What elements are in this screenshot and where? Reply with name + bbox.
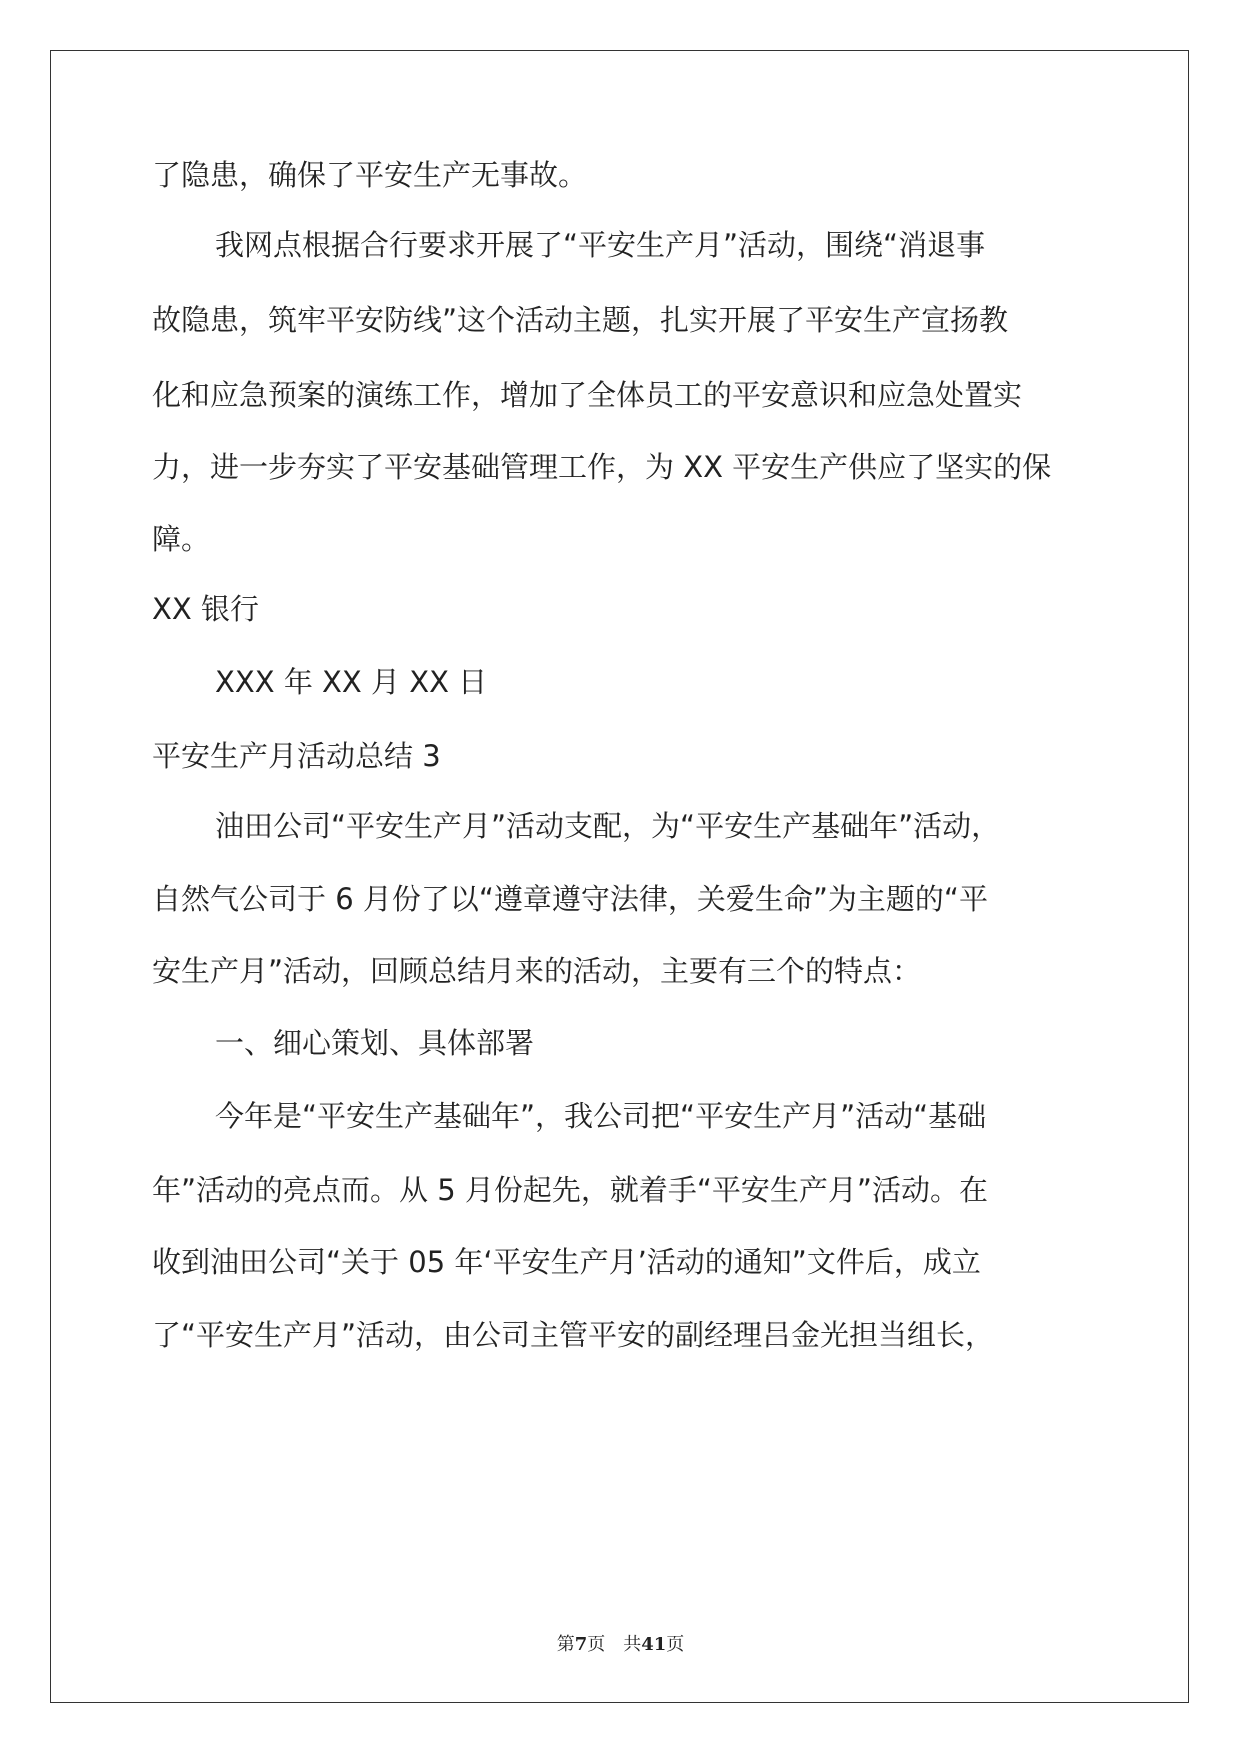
footer-page-suffix: 页 xyxy=(587,1634,606,1655)
page-footer xyxy=(0,1630,1241,1656)
subheading: 一、细心策划、具体部署 xyxy=(215,1026,535,1060)
page-frame xyxy=(50,50,1189,1703)
body-line: 化和应急预案的演练工作，增加了全体员工的平安意识和应急处置实 xyxy=(152,378,1023,412)
body-line: 故隐患，筑牢平安防线”这个活动主题，扎实开展了平安生产宣扬教 xyxy=(152,303,1009,337)
body-line: 今年是“平安生产基础年”，我公司把“平安生产月”活动“基础 xyxy=(215,1099,987,1133)
body-line: 了“平安生产月”活动，由公司主管平安的副经理吕金光担当组长， xyxy=(152,1318,995,1352)
body-line: 油田公司“平安生产月”活动支配，为“平安生产基础年”活动， xyxy=(215,809,1001,843)
footer-page-prefix: 第 xyxy=(556,1634,575,1655)
body-line: 力，进一步夯实了平安基础管理工作，为 XX 平安生产供应了坚实的保 xyxy=(152,450,1052,484)
body-line: 障。 xyxy=(152,522,211,556)
body-line: 我网点根据合行要求开展了“平安生产月”活动，围绕“消退事 xyxy=(215,228,986,262)
body-line: 安生产月”活动，回顾总结月来的活动，主要有三个的特点： xyxy=(152,954,922,988)
body-line: 收到油田公司“关于 05 年‘平安生产月’活动的通知”文件后，成立 xyxy=(152,1245,981,1279)
footer-page-number: 7 xyxy=(574,1634,588,1655)
body-line: 了隐患，确保了平安生产无事故。 xyxy=(152,158,588,192)
section-title: 平安生产月活动总结 3 xyxy=(152,739,441,773)
footer-total-prefix: 共 xyxy=(623,1634,642,1655)
signature-org: XX 银行 xyxy=(152,592,259,626)
footer-total-number: 41 xyxy=(641,1634,667,1655)
footer-total-suffix: 页 xyxy=(666,1634,685,1655)
body-line: 自然气公司于 6 月份了以“遵章遵守法律，关爱生命”为主题的“平 xyxy=(152,882,988,916)
body-line: 年”活动的亮点而。从 5 月份起先，就着手“平安生产月”活动。在 xyxy=(152,1173,988,1207)
signature-date: XXX 年 XX 月 XX 日 xyxy=(215,665,488,699)
